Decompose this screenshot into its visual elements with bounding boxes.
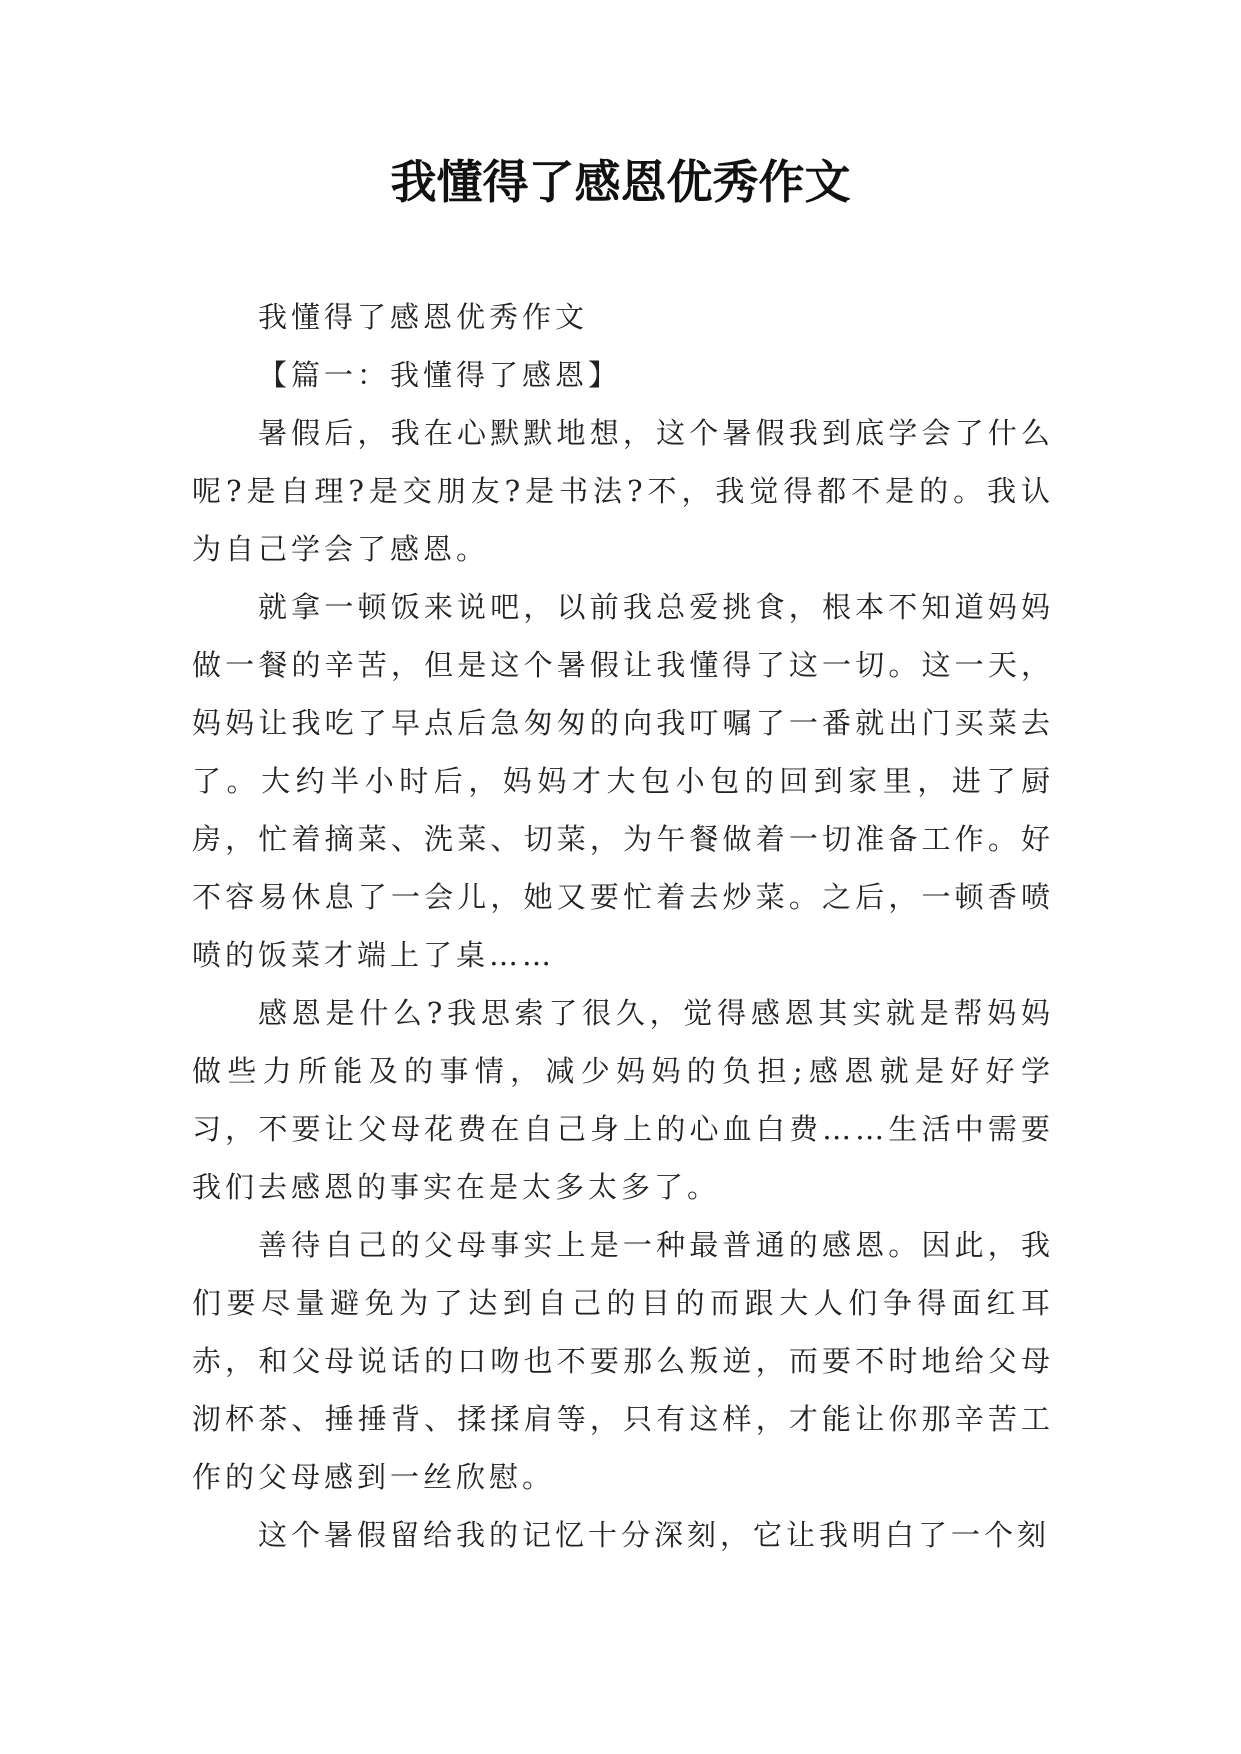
- paragraph: 暑假后，我在心默默地想，这个暑假我到底学会了什么呢?是自理?是交朋友?是书法?不，我觉得都不是的。我认为自己学会了感恩。: [192, 416, 1054, 566]
- paragraph: 就拿一顿饭来说吧，以前我总爱挑食，根本不知道妈妈做一餐的辛苦，但是这个暑假让我懂得了这一切。这一天，妈妈让我吃了早点后急匆匆的向我叮嘱了一番就出门买菜去了。大约半小时后，妈妈才大包小包的回到家里，进了厨房，忙着摘菜、洗菜、切菜，为午餐做着一切准备工作。好不容易休息了一会儿，她又要忙着去炒菜。之后，一顿香喷喷的饭菜才端上了桌……: [192, 590, 1054, 972]
- paragraph-section-label: 【篇一：我懂得了感恩】: [258, 358, 622, 392]
- paragraph: 这个暑假留给我的记忆十分深刻，它让我明白了一个刻: [258, 1518, 1051, 1552]
- paragraph: 感恩是什么?我思索了很久，觉得感恩其实就是帮妈妈做些力所能及的事情，减少妈妈的负担;感恩就是好好学习，不要让父母花费在自己身上的心血白费……生活中需要我们去感恩的事实在是太多太多了。: [192, 996, 1054, 1204]
- document-title: 我懂得了感恩优秀作文: [390, 155, 851, 209]
- paragraph: 善待自己的父母事实上是一种最普通的感恩。因此，我们要尽量避免为了达到自己的目的而跟大人们争得面红耳赤，和父母说话的口吻也不要那么叛逆，而要不时地给父母沏杯茶、捶捶背、揉揉肩等，只有这样，才能让你那辛苦工作的父母感到一丝欣慰。: [192, 1228, 1054, 1494]
- document-body: [192, 288, 1054, 1564]
- paragraph-heading: 我懂得了感恩优秀作文: [258, 300, 589, 334]
